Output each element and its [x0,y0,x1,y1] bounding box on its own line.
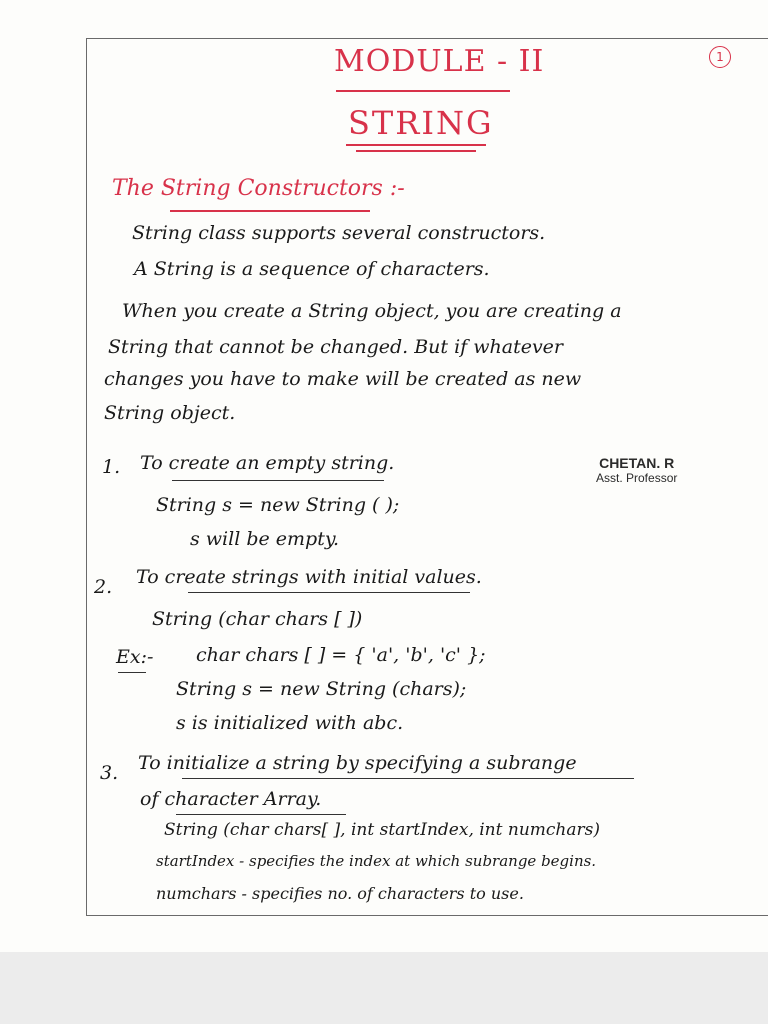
item-line: char chars [ ] = { 'a', 'b', 'c' }; [196,644,486,666]
intro-line: changes you have to make will be created as new [104,368,582,390]
item-line: String (char chars[ ], int startIndex, int numchars) [164,820,600,840]
item-number: 1. [102,456,121,478]
item-line: s will be empty. [190,528,340,550]
item-line: String s = new String ( ); [156,494,400,516]
section-heading: The String Constructors :- [112,176,405,201]
item-heading: To create strings with initial values. [136,566,482,588]
stamp-name: CHETAN. R [599,455,675,471]
item-line: numchars - specifies no. of characters to use. [156,884,524,903]
item-line: String s = new String (chars); [176,678,467,700]
stamp-designation: Asst. Professor [596,471,678,485]
module-title-underline [336,90,510,92]
item-heading: To initialize a string by specifying a subrange [138,752,577,774]
item-heading-underline [172,480,384,481]
item-heading-cont: of character Array. [140,788,322,810]
intro-line: When you create a String object, you are creating a [122,300,622,322]
intro-line: String that cannot be changed. But if whatever [108,336,564,358]
page-number: 1 [709,46,731,68]
section-heading-underline [170,210,370,212]
subject-title-underline-2 [356,150,476,152]
item-heading-cont-underline [176,814,346,815]
subject-title: STRING [348,104,494,142]
item-number: 3. [100,762,119,784]
example-label-underline [118,672,146,673]
author-stamp [596,455,677,485]
item-line: s is initialized with abc. [176,712,404,734]
subject-title-underline [346,144,486,146]
item-line: startIndex - specifies the index at which subrange begins. [156,852,597,870]
item-heading-underline [182,778,634,779]
item-heading: To create an empty string. [140,452,395,474]
module-title: MODULE - II [334,44,545,79]
example-label: Ex:- [116,646,154,668]
scan-margin [0,952,768,1024]
item-number: 2. [94,576,113,598]
item-line: String (char chars [ ]) [152,608,363,630]
item-heading-underline [188,592,470,593]
intro-line: String class supports several constructors. [132,222,546,244]
intro-line: String object. [104,402,236,424]
intro-line: A String is a sequence of characters. [134,258,490,280]
